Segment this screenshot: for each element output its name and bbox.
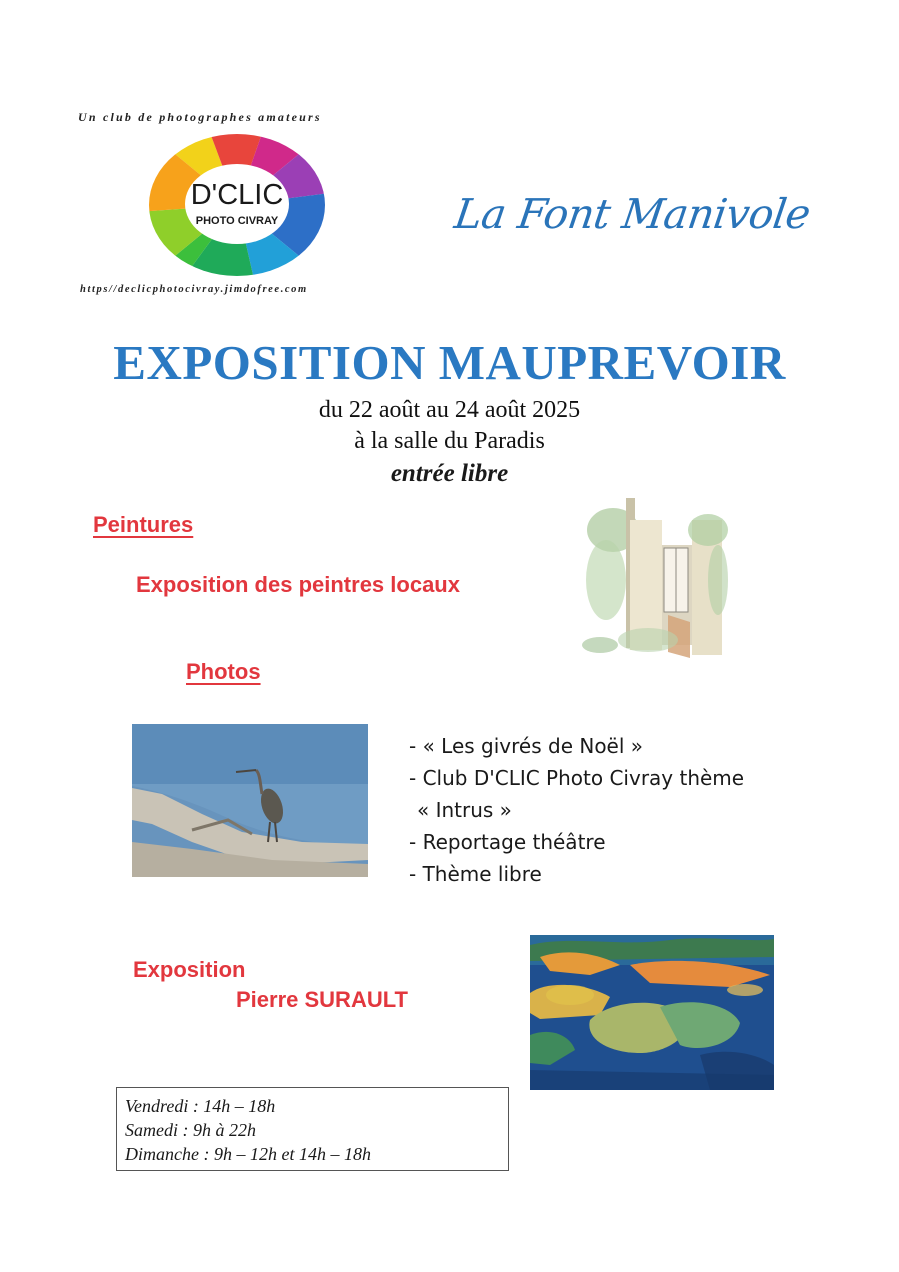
event-title: EXPOSITION MAUPREVOIR [113,335,786,390]
heron-photo [132,724,368,877]
watercolor-doorway-image [578,490,738,680]
club-url: https//declicphotocivray.jimdofree.com [80,284,308,295]
water-lilies-painting [530,935,774,1090]
hours-friday: Vendredi : 14h – 18h [125,1096,276,1116]
paintings-description: Exposition des peintres locaux [136,572,460,597]
partner-name: La Font Manivole [451,190,814,238]
list-item: - Club D'CLIC Photo Civray thème [409,766,745,790]
photos-heading: Photos [186,659,261,684]
hours-saturday: Samedi : 9h à 22h [125,1120,256,1140]
photos-list [409,730,744,890]
list-item: - Reportage théâtre [409,830,606,854]
event-venue: à la salle du Paradis [354,428,545,454]
logo-subtitle: PHOTO CIVRAY [195,215,279,227]
event-dates: du 22 août au 24 août 2025 [318,397,581,423]
paintings-heading: Peintures [93,512,194,537]
dclic-logo [146,132,328,278]
artist-name: Pierre SURAULT [236,987,408,1012]
logo-title: D'CLIC [190,179,284,211]
opening-hours-box [116,1087,509,1171]
entry-info: entrée libre [390,460,509,487]
hours-sunday: Dimanche : 9h – 12h et 14h – 18h [125,1144,371,1164]
exhibition-label: Exposition [133,957,246,982]
club-tagline: Un club de photographes amateurs [78,110,322,124]
list-item: - « Les givrés de Noël » [409,734,644,758]
list-item: - Thème libre [409,862,542,886]
list-item: « Intrus » [417,798,512,822]
